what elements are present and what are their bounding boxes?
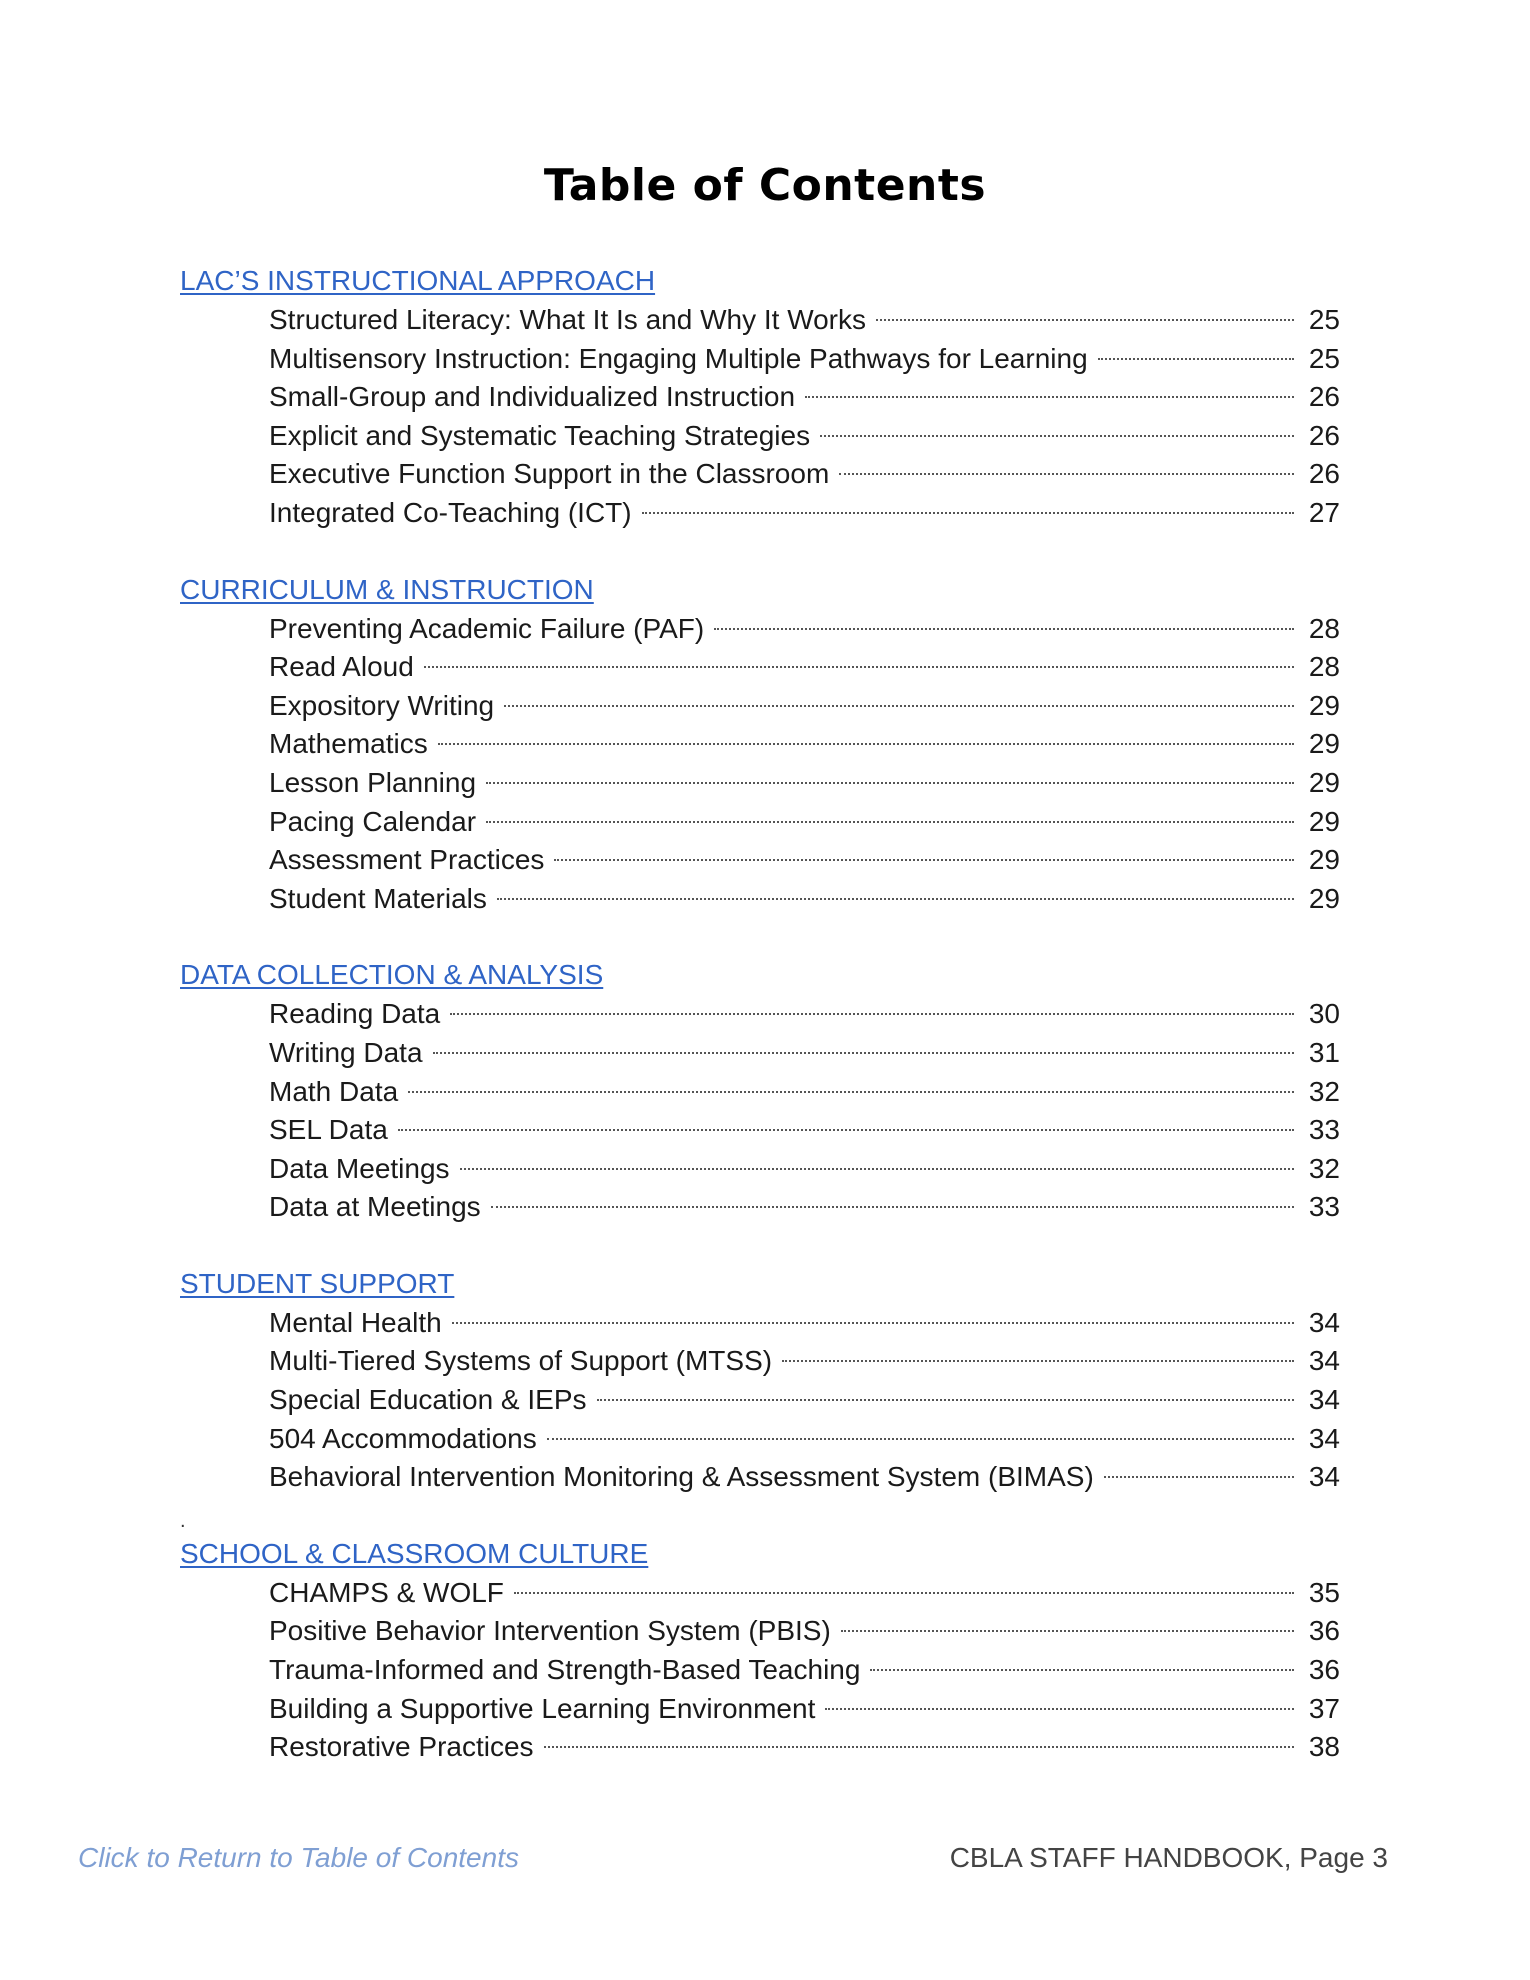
- toc-entry[interactable]: [269, 1342, 1340, 1381]
- dot-leader: [547, 1438, 1294, 1440]
- dot-leader: [491, 1206, 1294, 1208]
- toc-entry[interactable]: [269, 725, 1340, 764]
- toc-entry-page-number: 26: [1308, 381, 1340, 413]
- dot-leader: [544, 1746, 1294, 1748]
- dot-leader: [870, 1669, 1294, 1671]
- toc-entry-title: Small-Group and Individualized Instruction: [269, 381, 796, 413]
- toc-entry-page-number: 36: [1308, 1654, 1340, 1686]
- toc-entry-page-number: 32: [1308, 1075, 1340, 1107]
- toc-entry[interactable]: [269, 803, 1340, 842]
- dot-leader: [820, 435, 1294, 437]
- toc-entry-page-number: 29: [1308, 689, 1340, 721]
- dot-leader: [782, 1360, 1294, 1362]
- toc-entry-title: Preventing Academic Failure (PAF): [269, 612, 705, 644]
- dot-leader: [497, 898, 1294, 900]
- toc-entry-page-number: 32: [1308, 1152, 1340, 1184]
- toc-entry-title: Positive Behavior Intervention System (PBIS): [269, 1615, 831, 1647]
- toc-entry[interactable]: [269, 340, 1340, 379]
- toc-entry[interactable]: [269, 1111, 1340, 1150]
- dot-leader: [597, 1399, 1294, 1401]
- toc-entry[interactable]: [269, 841, 1340, 880]
- toc-entry[interactable]: [269, 301, 1340, 340]
- toc-entry-title: Behavioral Intervention Monitoring & Assessment System (BIMAS): [269, 1461, 1094, 1493]
- return-to-toc-link[interactable]: Click to Return to Table of Contents: [78, 1842, 519, 1873]
- toc-entry-page-number: 25: [1308, 342, 1340, 374]
- toc-entry-title: Data at Meetings: [269, 1191, 481, 1223]
- toc-entry-page-number: 33: [1308, 1191, 1340, 1223]
- toc-entry-page-number: 37: [1308, 1692, 1340, 1724]
- toc-entry-title: Building a Supportive Learning Environment: [269, 1692, 816, 1724]
- toc-entry[interactable]: [269, 1574, 1340, 1613]
- table-of-contents: [180, 262, 1340, 1805]
- dot-leader: [805, 396, 1294, 398]
- toc-section: [180, 262, 1340, 533]
- dot-leader: [714, 628, 1294, 630]
- toc-entry-title: Writing Data: [269, 1036, 423, 1068]
- toc-entry-title: Explicit and Systematic Teaching Strategies: [269, 419, 811, 451]
- toc-section: [180, 1265, 1340, 1497]
- toc-entry-page-number: 29: [1308, 882, 1340, 914]
- dot-leader: [1098, 358, 1294, 360]
- toc-entry[interactable]: [269, 1381, 1340, 1420]
- toc-entry-page-number: 29: [1308, 766, 1340, 798]
- stray-mark: .: [180, 1510, 186, 1532]
- dot-leader: [839, 473, 1294, 475]
- dot-leader: [504, 705, 1294, 707]
- toc-entry-page-number: 27: [1308, 496, 1340, 528]
- toc-entry-title: Restorative Practices: [269, 1731, 534, 1763]
- dot-leader: [841, 1630, 1294, 1632]
- dot-leader: [486, 782, 1294, 784]
- toc-entry-title: Math Data: [269, 1075, 399, 1107]
- toc-entry-title: Pacing Calendar: [269, 805, 477, 837]
- toc-entry-title: Executive Function Support in the Classroom: [269, 458, 830, 490]
- dot-leader: [433, 1052, 1294, 1054]
- toc-entry-title: Expository Writing: [269, 689, 495, 721]
- dot-leader: [408, 1091, 1294, 1093]
- toc-entry-page-number: 34: [1308, 1384, 1340, 1416]
- dot-leader: [452, 1322, 1294, 1324]
- toc-entry-title: Lesson Planning: [269, 766, 477, 798]
- toc-entry[interactable]: [269, 1690, 1340, 1729]
- section-heading-link[interactable]: STUDENT SUPPORT: [180, 1267, 455, 1299]
- dot-leader: [514, 1592, 1294, 1594]
- toc-entry-title: Structured Literacy: What It Is and Why It Works: [269, 304, 867, 335]
- toc-entry[interactable]: [269, 1728, 1340, 1767]
- toc-entry-title: Special Education & IEPs: [269, 1384, 587, 1416]
- dot-leader: [398, 1129, 1294, 1131]
- toc-entry-page-number: 28: [1308, 651, 1340, 683]
- dot-leader: [460, 1168, 1294, 1170]
- toc-entry[interactable]: [269, 995, 1340, 1034]
- toc-entry[interactable]: [269, 1150, 1340, 1189]
- toc-section: [180, 571, 1340, 919]
- section-heading-link[interactable]: CURRICULUM & INSTRUCTION: [180, 573, 594, 605]
- toc-entry-title: Data Meetings: [269, 1152, 450, 1184]
- toc-entry[interactable]: [269, 455, 1340, 494]
- toc-entry[interactable]: [269, 1188, 1340, 1227]
- toc-entry[interactable]: [269, 1034, 1340, 1073]
- toc-entry-title: Mental Health: [269, 1306, 442, 1338]
- dot-leader: [486, 821, 1294, 823]
- toc-entry[interactable]: [269, 610, 1340, 649]
- toc-entry[interactable]: [269, 417, 1340, 456]
- dot-leader: [825, 1708, 1294, 1710]
- toc-entry[interactable]: [269, 378, 1340, 417]
- toc-entry-page-number: 28: [1308, 612, 1340, 644]
- toc-section: [180, 1535, 1340, 1767]
- toc-entry-page-number: 29: [1308, 805, 1340, 837]
- toc-entry-page-number: 29: [1308, 844, 1340, 876]
- toc-entry[interactable]: [269, 494, 1340, 533]
- toc-entry-title: Trauma-Informed and Strength-Based Teaching: [269, 1654, 861, 1686]
- toc-entry-title: Integrated Co-Teaching (ICT): [269, 496, 632, 528]
- dot-leader: [438, 743, 1294, 745]
- section-heading-link[interactable]: DATA COLLECTION & ANALYSIS: [180, 959, 604, 991]
- page-title: Table of Contents: [543, 160, 987, 211]
- dot-leader: [642, 512, 1294, 514]
- toc-entry-page-number: 26: [1308, 419, 1340, 451]
- toc-entry[interactable]: [269, 764, 1340, 803]
- toc-entry-page-number: 36: [1308, 1615, 1340, 1647]
- dot-leader: [424, 666, 1294, 668]
- toc-entry-page-number: 34: [1308, 1422, 1340, 1454]
- dot-leader: [1104, 1476, 1294, 1478]
- toc-entry-page-number: 30: [1308, 998, 1340, 1030]
- footer-page-label: CBLA STAFF HANDBOOK, Page 3: [949, 1842, 1388, 1873]
- toc-entry[interactable]: [269, 1420, 1340, 1459]
- dot-leader: [450, 1013, 1294, 1015]
- toc-entry-page-number: 34: [1308, 1306, 1340, 1338]
- toc-section: [180, 956, 1340, 1227]
- toc-entry[interactable]: [269, 648, 1340, 687]
- toc-entry-page-number: 26: [1308, 458, 1340, 490]
- toc-entry-page-number: 38: [1308, 1731, 1340, 1763]
- toc-entry-page-number: 31: [1308, 1036, 1340, 1068]
- toc-entry[interactable]: [269, 1073, 1340, 1112]
- toc-entry[interactable]: [269, 1304, 1340, 1343]
- toc-entry-title: 504 Accommodations: [269, 1422, 537, 1454]
- toc-entry-page-number: 25: [1308, 304, 1340, 335]
- dot-leader: [876, 319, 1294, 321]
- toc-entry[interactable]: [269, 880, 1340, 919]
- toc-entry[interactable]: [269, 1651, 1340, 1690]
- toc-entry-title: Multisensory Instruction: Engaging Multiple Pathways for Learning: [269, 342, 1088, 374]
- toc-entry[interactable]: [269, 1612, 1340, 1651]
- section-heading-link[interactable]: SCHOOL & CLASSROOM CULTURE: [180, 1537, 649, 1569]
- toc-entry-page-number: 29: [1308, 728, 1340, 760]
- toc-entry-title: Mathematics: [269, 728, 428, 760]
- toc-entry[interactable]: [269, 687, 1340, 726]
- toc-entry-page-number: 33: [1308, 1114, 1340, 1146]
- toc-entry-title: Reading Data: [269, 998, 441, 1030]
- toc-entry[interactable]: [269, 1458, 1340, 1497]
- toc-entry-title: Multi-Tiered Systems of Support (MTSS): [269, 1345, 773, 1377]
- toc-entry-title: CHAMPS & WOLF: [269, 1576, 504, 1608]
- toc-entry-page-number: 34: [1308, 1461, 1340, 1493]
- toc-entry-page-number: 35: [1308, 1576, 1340, 1608]
- dot-leader: [554, 859, 1294, 861]
- toc-entry-title: SEL Data: [269, 1114, 388, 1146]
- toc-entry-title: Read Aloud: [269, 651, 414, 683]
- toc-entry-title: Student Materials: [269, 882, 487, 914]
- toc-entry-title: Assessment Practices: [269, 844, 545, 876]
- section-heading-link[interactable]: LAC’S INSTRUCTIONAL APPROACH: [180, 265, 656, 296]
- toc-entry-page-number: 34: [1308, 1345, 1340, 1377]
